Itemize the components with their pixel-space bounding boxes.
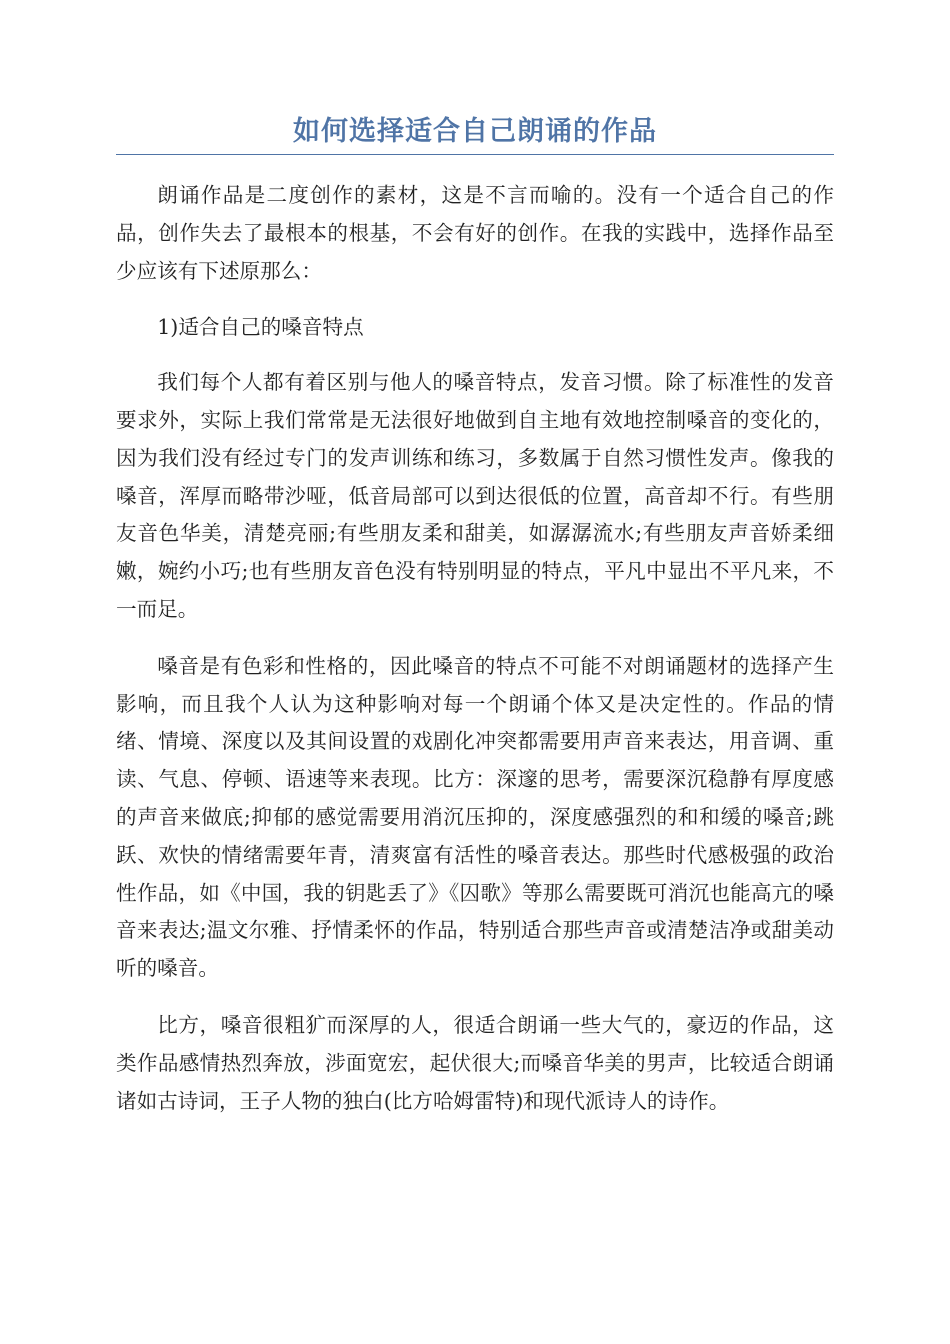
- paragraph-intro: 朗诵作品是二度创作的素材，这是不言而喻的。没有一个适合自己的作品，创作失去了最根本的根基，不会有好的创作。在我的实践中，选择作品至少应该有下述原那么：: [116, 183, 834, 283]
- section-heading-voice-traits: 1)适合自己的嗓音特点: [157, 315, 364, 340]
- paragraph-examples: 比方，嗓音很粗犷而深厚的人，很适合朗诵一些大气的，豪迈的作品，这类作品感情热烈奔放，涉面宽宏，起伏很大;而嗓音华美的男声，比较适合朗诵诸如古诗词，王子人物的独白(比方哈姆雷特)和现代派诗人的诗作。: [116, 1012, 834, 1113]
- paragraph-voice-habits: 我们每个人都有着区别与他人的嗓音特点，发音习惯。除了标准性的发音要求外，实际上我们常常是无法很好地做到自主地有效地控制嗓音的变化的，因为我们没有经过专门的发声训练和练习，多数属于自然习惯性发声。像我的嗓音，浑厚而略带沙哑，低音局部可以到达很低的位置，高音却不行。有些朋友音色华美，清楚亮丽;有些朋友柔和甜美，如潺潺流水;有些朋友声音娇柔细嫩，婉约小巧;也有些朋友音色没有特别明显的特点，平凡中显出不平凡来，不一而足。: [116, 370, 834, 621]
- title-underline: [116, 154, 834, 155]
- document-page: [116, 112, 834, 1139]
- document-title: 如何选择适合自己朗诵的作品: [293, 116, 657, 147]
- paragraph-voice-character: 嗓音是有色彩和性格的，因此嗓音的特点不可能不对朗诵题材的选择产生影响，而且我个人认为这种影响对每一个朗诵个体又是决定性的。作品的情绪、情境、深度以及其间设置的戏剧化冲突都需要用声音来表达，用音调、重读、气息、停顿、语速等来表现。比方：深邃的思考，需要深沉稳静有厚度感的声音来做底;抑郁的感觉需要用消沉压抑的，深度感强烈的和和缓的嗓音;跳跃、欢快的情绪需要年青，清爽富有活性的嗓音表达。那些时代感极强的政治性作品，如《中国，我的钥匙丢了》《囚歌》等那么需要既可消沉也能高亢的嗓音来表达;温文尔雅、抒情柔怀的作品，特别适合那些声音或清楚洁净或甜美动听的嗓音。: [116, 653, 834, 981]
